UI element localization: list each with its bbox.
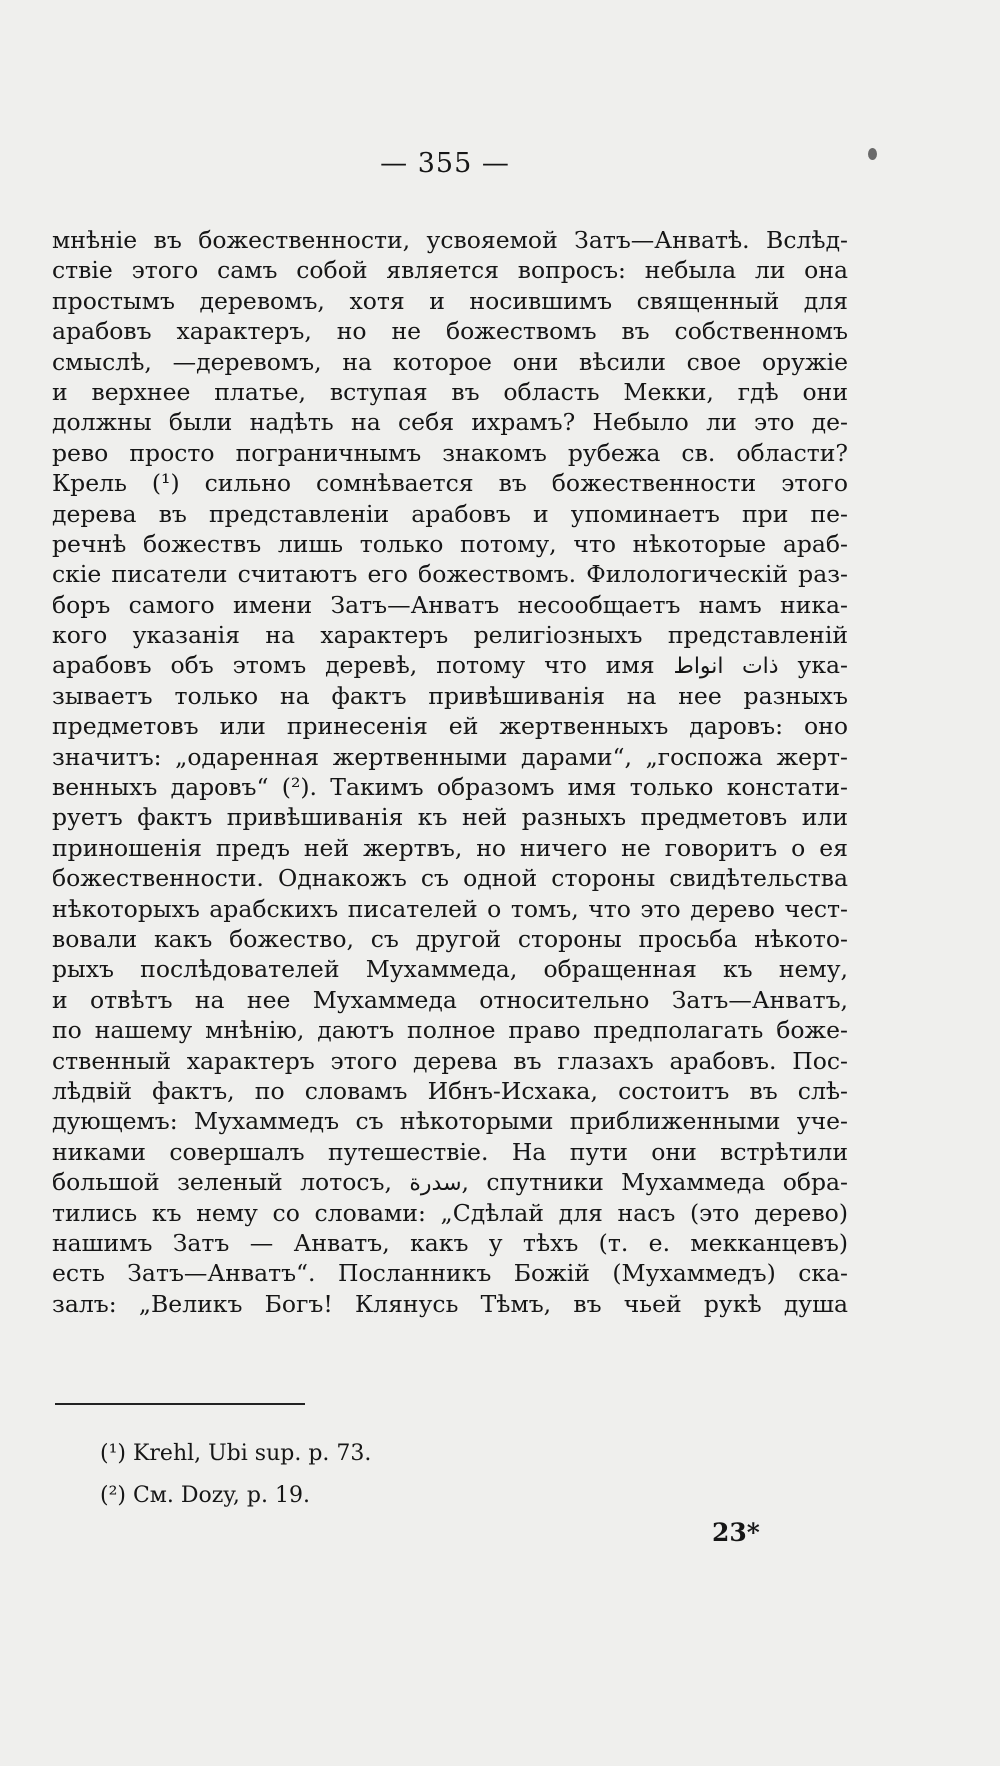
footnote: (²) См. Dozy, p. 19.: [100, 1483, 310, 1508]
text-line: простымъ деревомъ, хотя и носившимъ священный для: [52, 286, 848, 315]
text-line: и отвѣтъ на нее Мухаммеда относительно Затъ—Анватъ,: [52, 985, 848, 1014]
footnote: (¹) Krehl, Ubi sup. p. 73.: [100, 1441, 372, 1466]
text-line: лѣдвій фактъ, по словамъ Ибнъ-Исхака, состоитъ въ слѣ-: [52, 1076, 848, 1105]
text-line: тились къ нему со словами: „Сдѣлай для насъ (это дерево): [52, 1198, 848, 1227]
arabic-name: ذات انواط: [673, 654, 779, 680]
text-line: нашимъ Затъ — Анватъ, какъ у тѣхъ (т. е. мекканцевъ): [52, 1228, 848, 1257]
line-segment: , спутники Мухаммеда обра-: [461, 1168, 848, 1197]
text-line: никами совершалъ путешествіе. На пути они встрѣтили: [52, 1137, 848, 1166]
text-line: приношенія предъ ней жертвъ, но ничего не говоритъ о ея: [52, 833, 848, 862]
line-segment: большой зеленый лотосъ,: [52, 1168, 392, 1197]
text-line: рыхъ послѣдователей Мухаммеда, обращенная къ нему,: [52, 955, 848, 984]
text-line: венныхъ даровъ“ (²). Такимъ образомъ имя только констати-: [52, 773, 848, 802]
ink-dot: [868, 148, 877, 160]
line-segment: ука-: [797, 651, 848, 680]
text-line: ствіе этого самъ собой является вопросъ: небыла ли она: [52, 256, 848, 285]
text-line: и верхнее платье, вступая въ область Мекки, гдѣ они: [52, 377, 848, 406]
text-line: дерева въ представленіи арабовъ и упоминаетъ при пе-: [52, 499, 848, 528]
text-line: нѣкоторыхъ арабскихъ писателей о томъ, что это дерево чест-: [52, 894, 848, 923]
arabic-lotus: سدرة: [409, 1171, 462, 1197]
text-line: мнѣніе въ божественности, усвояемой Затъ—Анватѣ. Вслѣд-: [52, 226, 848, 254]
footnotes: [100, 1433, 600, 1517]
text-line: должны были надѣть на себя ихрамъ? Небыло ли это де-: [52, 408, 848, 437]
text-line: значитъ: „одаренная жертвенными дарами“, „госпожа жерт-: [52, 742, 848, 771]
text-line: ственный характеръ этого дерева въ глазахъ арабовъ. Пос-: [52, 1046, 848, 1075]
text-line: вовали какъ божество, съ другой стороны просьба нѣкото-: [52, 924, 848, 953]
text-line: руетъ фактъ привѣшиванія къ ней разныхъ предметовъ или: [52, 803, 848, 832]
text-line: дующемъ: Мухаммедъ съ нѣкоторыми приближенными уче-: [52, 1107, 848, 1136]
text-line: речнѣ божествъ лишь только потому, что нѣкоторые араб-: [52, 529, 848, 558]
text-line: арабовъ характеръ, но не божествомъ въ собственномъ: [52, 317, 848, 346]
footnote-divider: [55, 1403, 305, 1405]
body-text: [52, 225, 848, 1319]
text-line: по нашему мнѣнію, даютъ полное право предполагать боже-: [52, 1016, 848, 1045]
text-line: зываетъ только на фактъ привѣшиванія на нее разныхъ: [52, 681, 848, 710]
text-line: предметовъ или принесенія ей жертвенныхъ даровъ: оно: [52, 712, 848, 741]
line-segment: арабовъ объ этомъ деревѣ, потому что имя: [52, 651, 655, 680]
page-number: — 355 —: [380, 148, 510, 179]
text-line: смыслѣ, —деревомъ, на которое они вѣсили свое оружіе: [52, 347, 848, 376]
text-line: кого указанія на характеръ религіозныхъ представленій: [52, 621, 848, 650]
signature-mark: 23*: [712, 1518, 760, 1547]
text-line-with-arabic: [52, 650, 848, 680]
text-line-with-arabic: [52, 1167, 848, 1197]
text-line: божественности. Однакожъ съ одной стороны свидѣтельства: [52, 864, 848, 893]
text-line: есть Затъ—Анватъ“. Посланникъ Божій (Мухаммедъ) ска-: [52, 1259, 848, 1288]
text-line: скіе писатели считаютъ его божествомъ. Филологическій раз-: [52, 560, 848, 589]
text-line: Крель (¹) сильно сомнѣвается въ божественности этого: [52, 469, 848, 498]
text-line: боръ самого имени Затъ—Анватъ несообщаетъ намъ ника-: [52, 590, 848, 619]
text-line: залъ: „Великъ Богъ! Клянусь Тѣмъ, въ чьей рукѣ душа: [52, 1289, 848, 1318]
text-line: рево просто пограничнымъ знакомъ рубежа св. области?: [52, 438, 848, 467]
